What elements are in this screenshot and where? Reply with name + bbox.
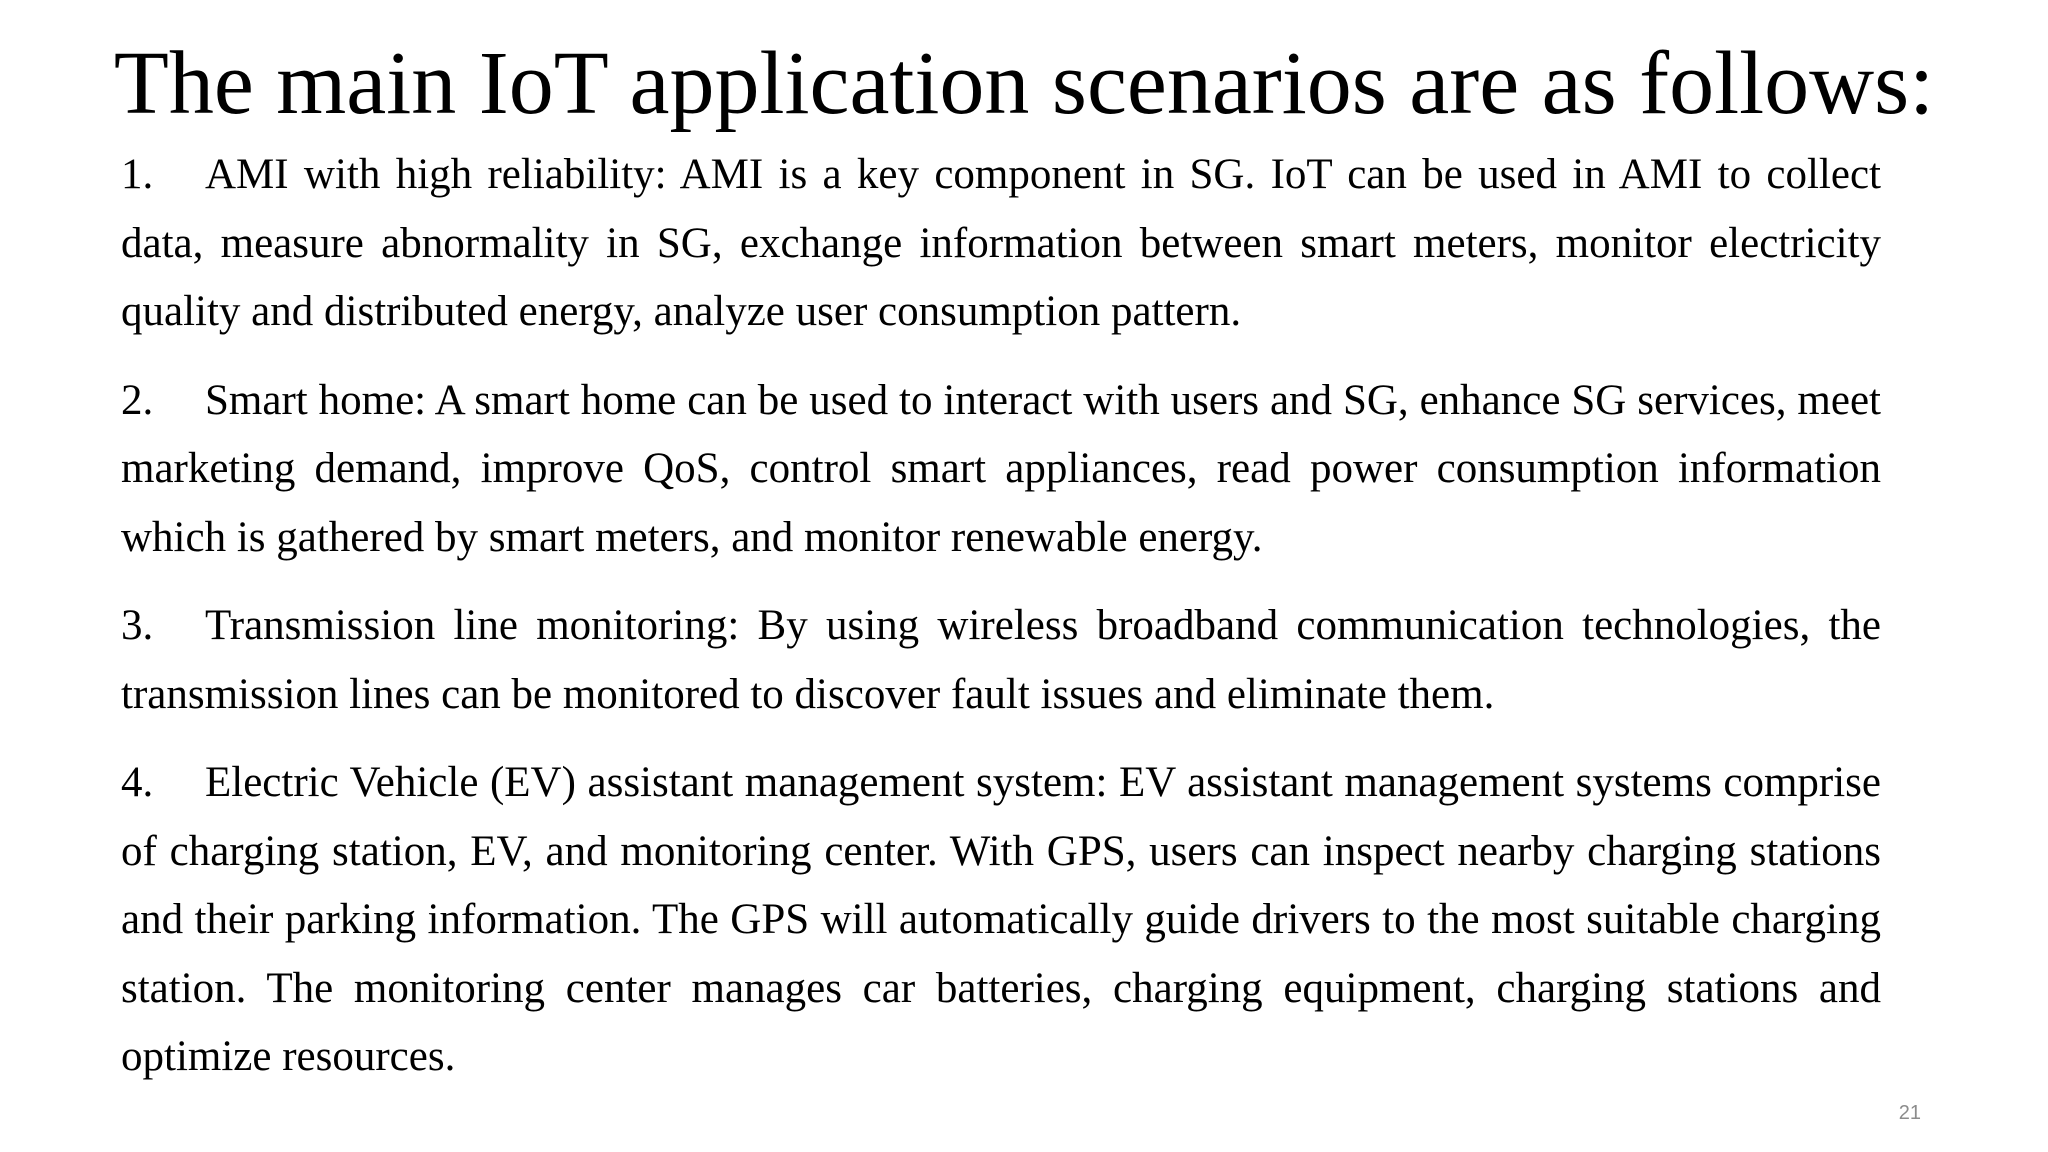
list-item-text — [121, 749, 1881, 1092]
list-item-number: 2. — [121, 376, 154, 424]
list-item-text — [121, 141, 1881, 347]
list-item-content: Electric Vehicle (EV) assistant management system: EV assistant management systems comprise of charging station, EV, and monitoring center. With GPS, users can inspect nearby charging stations and their parking information. The GPS will automatically guide drivers to the most suitable charging station. The monitoring center manages car batteries, charging equipment, charging stations and optimize resources. — [121, 759, 1881, 1080]
list-item-text — [121, 367, 1881, 573]
list-item — [121, 367, 1881, 573]
list-item — [121, 592, 1881, 729]
list-item — [121, 749, 1881, 1092]
list-item-number: 3. — [121, 602, 154, 649]
slide-title: The main IoT application scenarios are as follows: — [113, 34, 1935, 133]
list-item-number: 4. — [121, 759, 154, 806]
list-item-content: AMI with high reliability: AMI is a key component in SG. IoT can be used in AMI to collect data, measure abnormality in SG, exchange information between smart meters, monitor electricity quality and distributed energy, analyze user consumption pattern. — [121, 151, 1881, 335]
list-item-text — [121, 592, 1881, 729]
slide-body — [121, 141, 1881, 1112]
list-item-number: 1. — [121, 151, 154, 198]
list-item — [121, 141, 1881, 347]
list-item-content: Smart home: A smart home can be used to interact with users and SG, enhance SG services, meet marketing demand, improve QoS, control smart appliances, read power consumption information which is gathered by smart meters, and monitor renewable energy. — [121, 376, 1881, 561]
page-number: 21 — [1898, 1102, 1921, 1124]
list-item-content: Transmission line monitoring: By using wireless broadband communication technologies, the transmission lines can be monitored to discover fault issues and eliminate them. — [121, 602, 1881, 718]
